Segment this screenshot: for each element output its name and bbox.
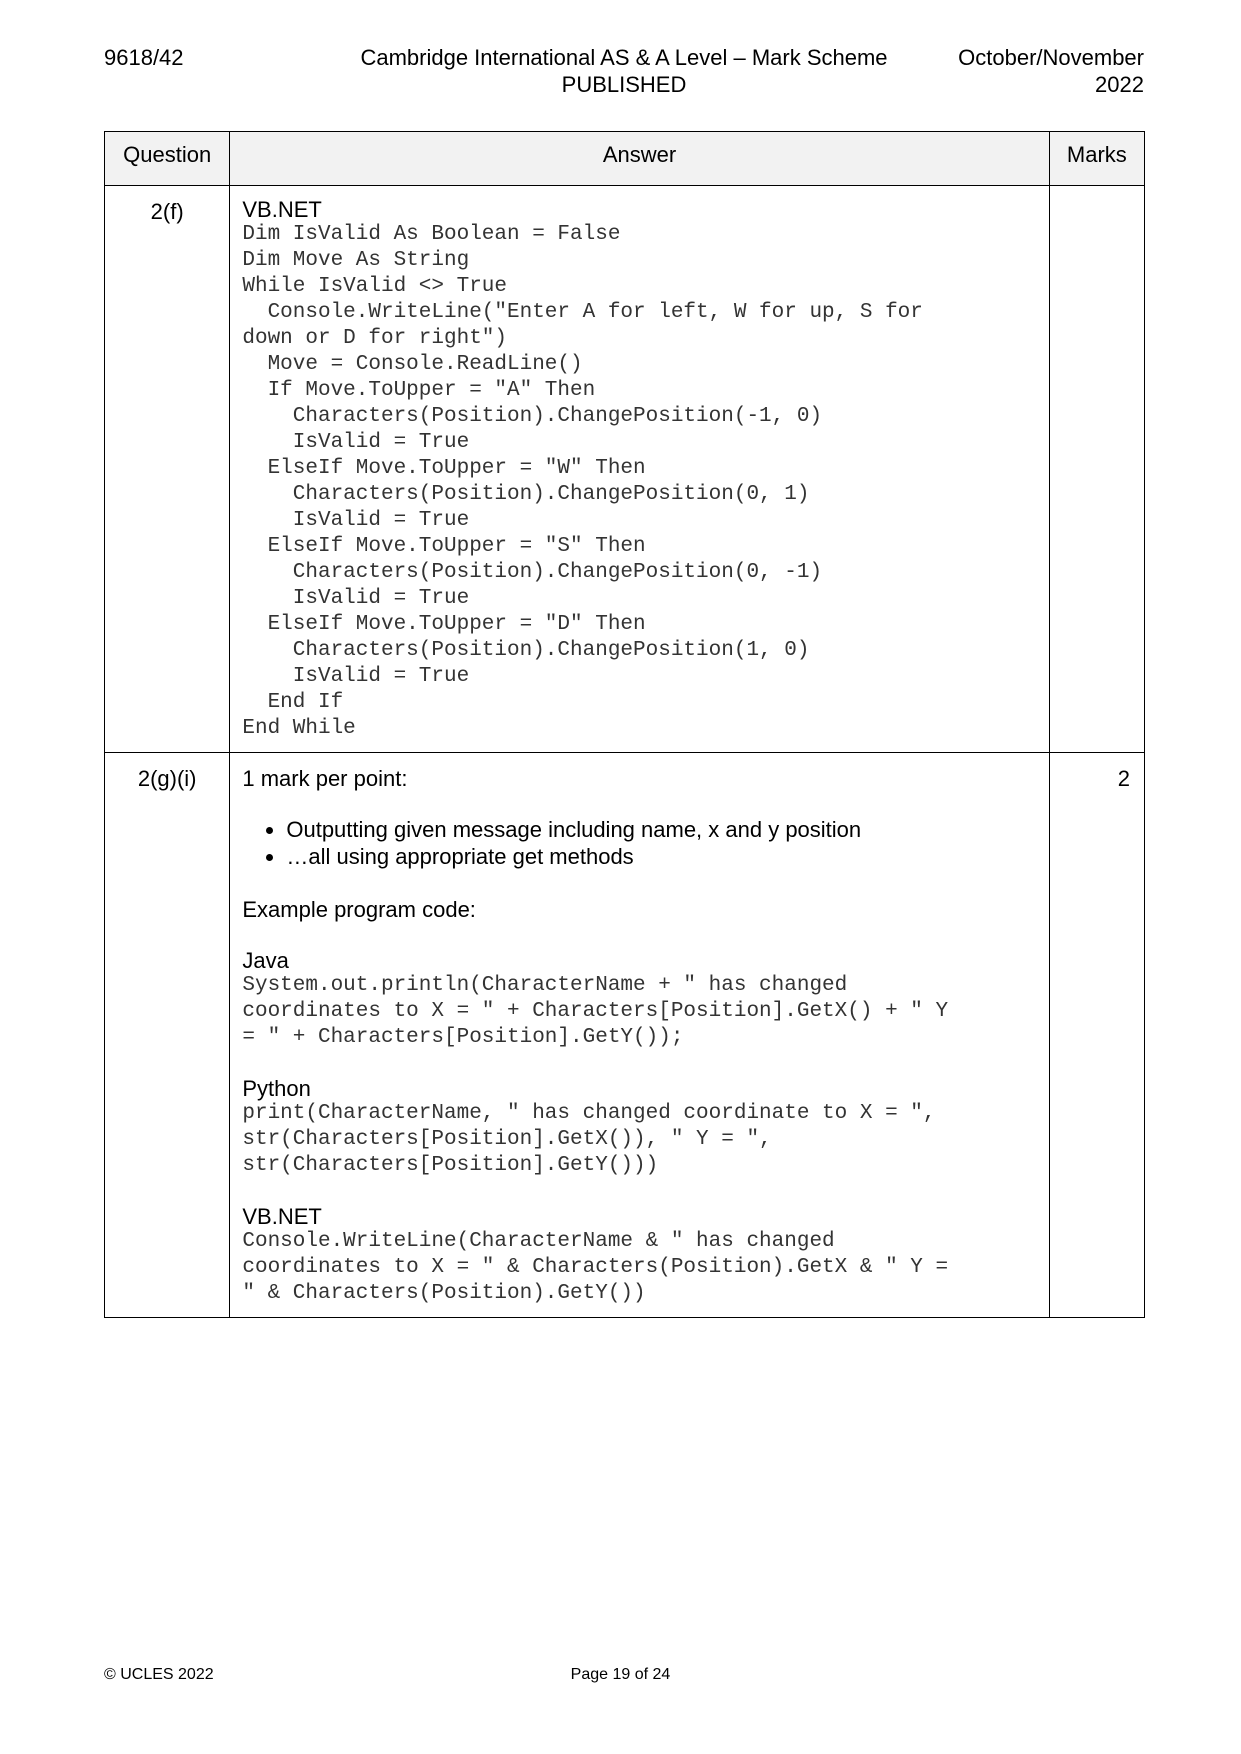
language-label: VB.NET: [242, 197, 322, 222]
paper-code: 9618/42: [104, 45, 184, 70]
footer-copyright: © UCLES 2022: [104, 1666, 214, 1683]
list-item: • Outputting given message including name, x and y position: [286, 816, 1038, 843]
example-label: Example program code:: [242, 897, 476, 922]
code-block-vbnet: Console.WriteLine(CharacterName & " has changed coordinates to X = " & Characters(Position).GetX & " Y = " & Characters(Position).GetY()): [242, 1230, 949, 1305]
table-row: [105, 186, 1145, 753]
column-header-marks: Marks: [1049, 132, 1144, 186]
session-line-2: 2022: [1095, 72, 1144, 97]
table-header-row: [105, 132, 1145, 186]
code-block-python: print(CharacterName, " has changed coordinate to X = ", str(Characters[Position].GetX()), " Y = ", str(Characters[Position].GetY())): [242, 1102, 936, 1177]
header-session: [958, 44, 1144, 98]
column-header-answer: Answer: [230, 132, 1049, 186]
page-header: [104, 44, 1144, 104]
mark-scheme-table: [104, 131, 1145, 1318]
footer-page-number: Page 19 of 24: [570, 1666, 671, 1683]
session-line-1: October/November: [958, 45, 1144, 70]
language-label-vbnet: VB.NET: [242, 1204, 322, 1229]
list-item: • …all using appropriate get methods: [286, 843, 1038, 870]
marks-value: 2: [1049, 753, 1144, 1318]
code-block: Dim IsValid As Boolean = False Dim Move As String While IsValid <> True Console.WriteLine("Enter A for left, W for up, S for down or D for right") Move = Console.ReadLine() If Move.ToUpper = "A" Then Characters(Position).ChangePosition(-1, 0) IsValid = True ElseIf Move.ToUpper = "W" Then Characters(Position).ChangePosition(0, 1) IsValid = True ElseIf Move.ToUpper = "S" Then Characters(Position).ChangePosition(0, -1) IsValid = True ElseIf Move.ToUpper = "D" Then Characters(Position).ChangePosition(1, 0) IsValid = True End If End While: [242, 223, 923, 740]
language-label-java: Java: [242, 948, 289, 973]
question-number: 2(f): [105, 186, 230, 753]
answer-cell: [230, 186, 1049, 753]
header-subtitle: PUBLISHED: [561, 72, 687, 97]
header-title: Cambridge International AS & A Level – Mark Scheme: [360, 45, 888, 70]
marking-points: [242, 816, 1038, 870]
table-row: [105, 753, 1145, 1318]
marks-value: [1049, 186, 1144, 753]
code-block-java: System.out.println(CharacterName + " has changed coordinates to X = " + Characters[Position].GetX() + " Y = " + Characters[Position].GetY());: [242, 974, 949, 1049]
language-label-python: Python: [242, 1076, 311, 1101]
answer-cell: [230, 753, 1049, 1318]
marking-intro: 1 mark per point:: [242, 766, 408, 791]
question-number: 2(g)(i): [105, 753, 230, 1318]
column-header-question: Question: [105, 132, 230, 186]
